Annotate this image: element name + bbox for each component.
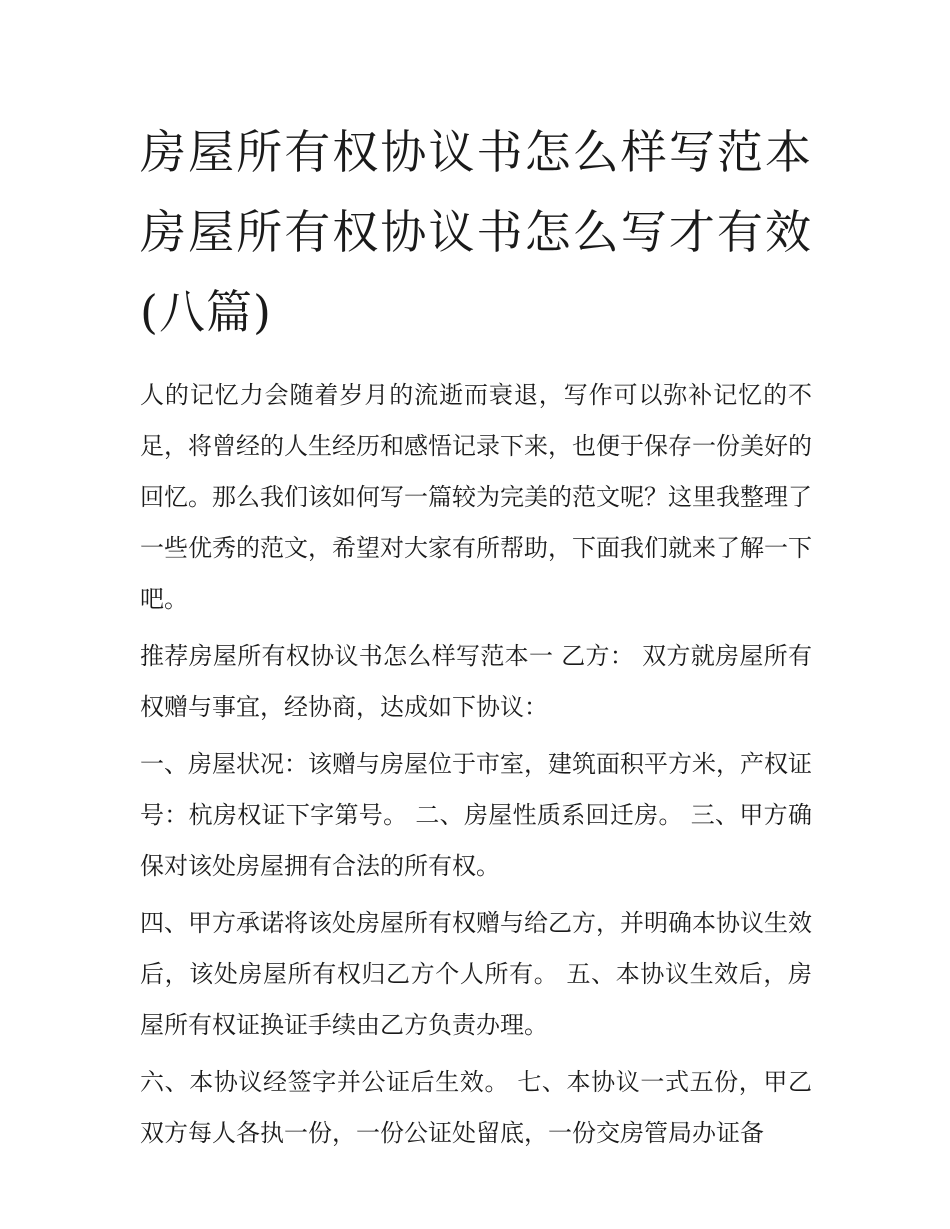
clauses-4-5-paragraph: 四、甲方承诺将该处房屋所有权赠与给乙方，并明确本协议生效后，该处房屋所有权归乙方个人所有。 五、本协议生效后，房屋所有权证换证手续由乙方负责办理。: [140, 909, 812, 1039]
document-body: [140, 112, 812, 1159]
clauses-1-3-paragraph: 一、房屋状况：该赠与房屋位于市室，建筑面积平方米，产权证号：杭房权证下字第号。 二、房屋性质系回迁房。 三、甲方确保对该处房屋拥有合法的所有权。: [140, 750, 812, 880]
clauses-6-7-paragraph: 六、本协议经签字并公证后生效。 七、本协议一式五份，甲乙双方每人各执一份，一份公证处留底，一份交房管局办证备: [140, 1068, 812, 1147]
document-title: 房屋所有权协议书怎么样写范本 房屋所有权协议书怎么写才有效(八篇): [140, 125, 812, 339]
agreement-preamble-paragraph: 推荐房屋所有权协议书怎么样写范本一 乙方： 双方就房屋所有权赠与事宜，经协商，达成如下协议：: [140, 642, 812, 721]
intro-paragraph: 人的记忆力会随着岁月的流逝而衰退，写作可以弥补记忆的不足，将曾经的人生经历和感悟记录下来，也便于保存一份美好的回忆。那么我们该如何写一篇较为完美的范文呢？这里我整理了一些优秀的范文，希望对大家有所帮助，下面我们就来了解一下吧。: [140, 381, 812, 613]
